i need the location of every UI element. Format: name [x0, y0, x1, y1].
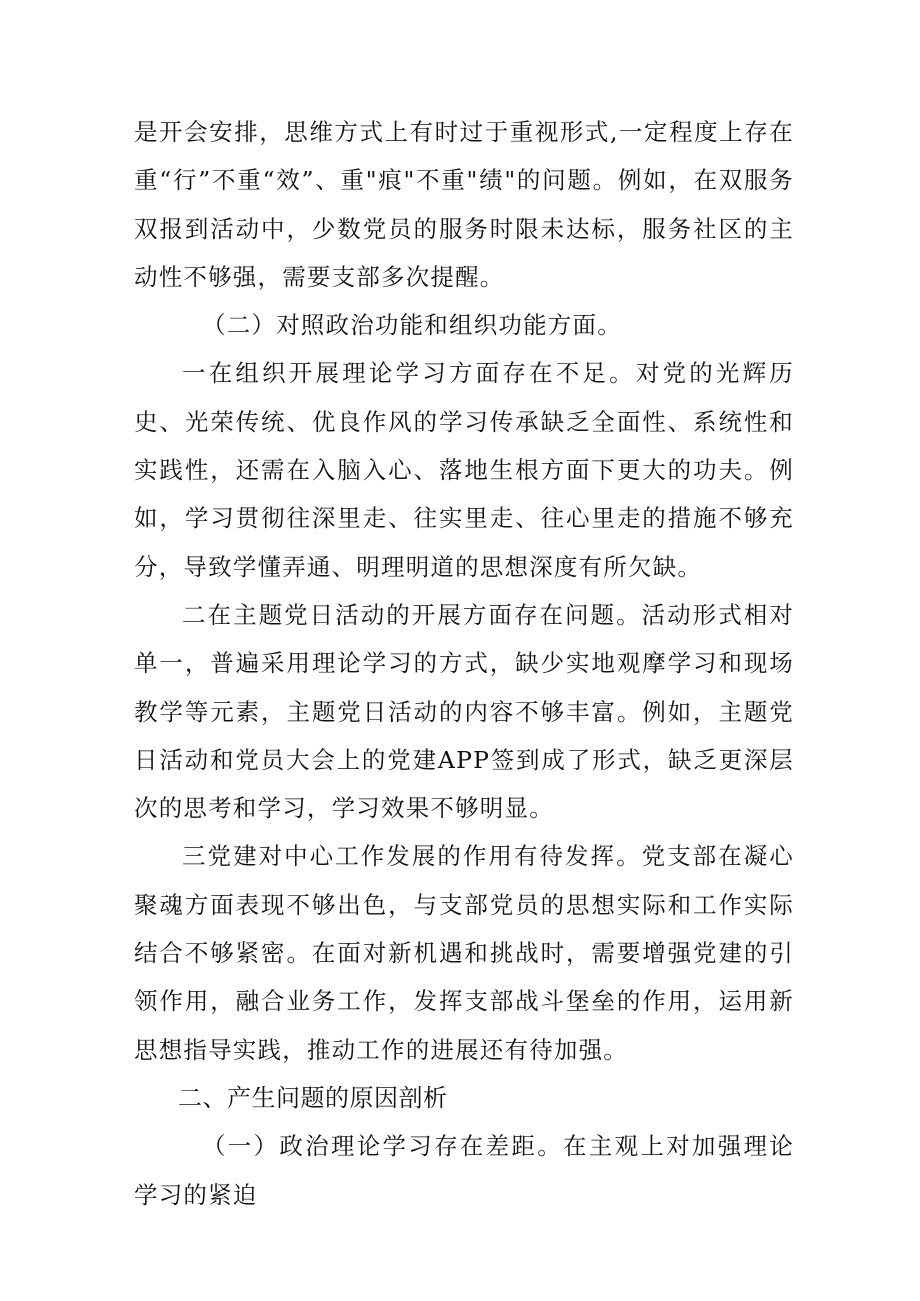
paragraph-party-day: 二在主题党日活动的开展方面存在问题。活动形式相对单一，普遍采用理论学习的方式，缺少实地观摩学习和现场教学等元素，主题党日活动的内容不够丰富。例如，主题党日活动和党员大会上的党建APP签到成了形式，缺乏更深层次的思考和学习，学习效果不够明显。	[134, 600, 794, 823]
paragraph-theory-study: 一在组织开展理论学习方面存在不足。对党的光辉历史、光荣传统、优良作风的学习传承缺乏全面性、系统性和实践性，还需在入脑入心、落地生根方面下更大的功夫。例如，学习贯彻往深里走、往实里走、往心里走的措施不够充分，导致学懂弄通、明理明道的思想深度有所欠缺。	[134, 359, 794, 581]
section-heading-causes: 二、产生问题的原因剖析	[178, 1083, 448, 1112]
subheading-theory-gap: （一）政治理论学习存在差距。在主观上对加强理论学习的紧迫	[134, 1132, 794, 1209]
subheading-political-function: （二）对照政治功能和组织功能方面。	[202, 311, 622, 340]
document-body	[134, 108, 794, 1219]
paragraph-continuation: 是开会安排，思维方式上有时过于重视形式,一定程度上存在重“行”不重“效”、重"痕"不重"绩"的问题。例如，在双服务双报到活动中，少数党员的服务时限未达标，服务社区的主动性不够强，需要支部多次提醒。	[134, 118, 794, 291]
paragraph-central-work: 三党建对中心工作发展的作用有待发挥。党支部在凝心聚魂方面表现不够出色，与支部党员的思想实际和工作实际结合不够紧密。在面对新机遇和挑战时，需要增强党建的引领作用，融合业务工作，发挥支部战斗堡垒的作用，运用新思想指导实践，推动工作的进展还有待加强。	[134, 842, 794, 1064]
